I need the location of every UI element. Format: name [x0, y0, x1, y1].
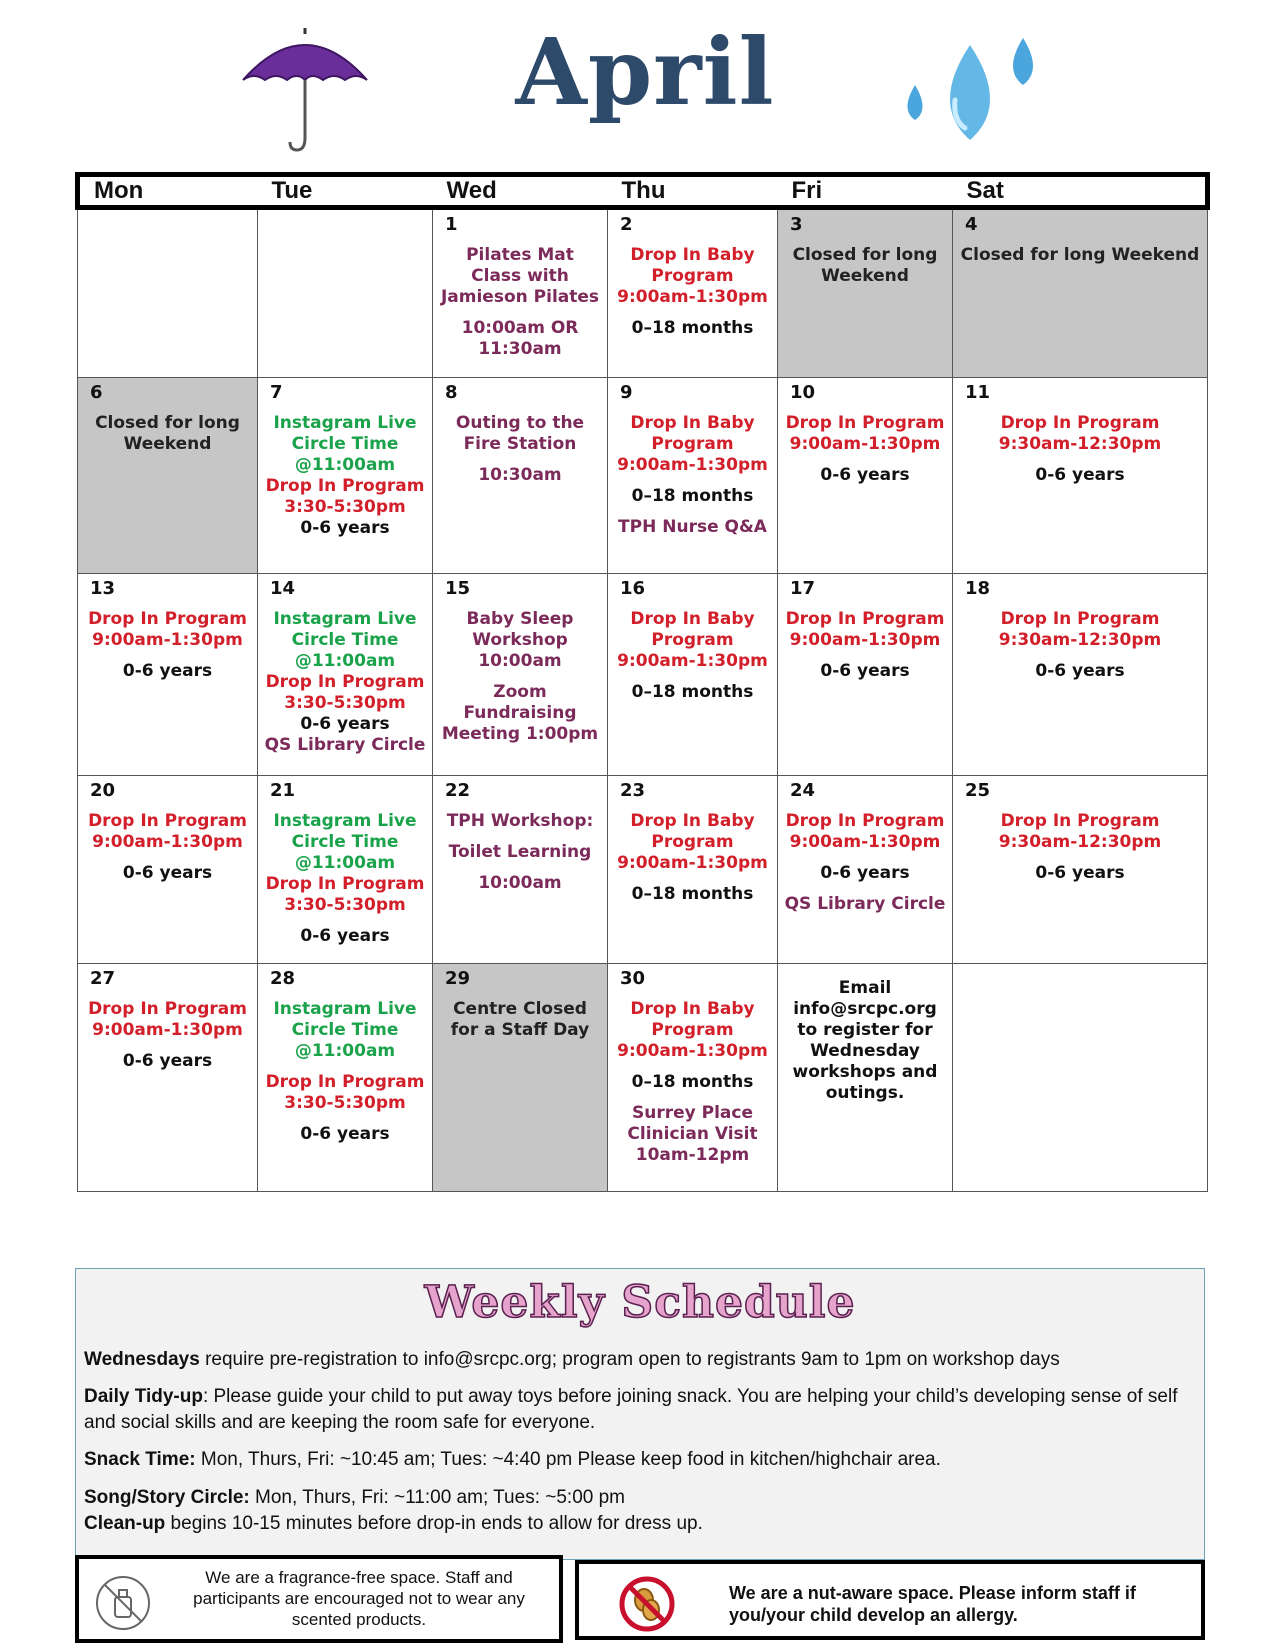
event-text: Drop In Program 9:00am-1:30pm	[785, 811, 945, 852]
day-number: 25	[965, 780, 991, 801]
event-text: 0-6 years	[820, 661, 910, 681]
weekly-row-text: : Please guide your child to put away toys before joining snack. You are helping your child’s developing sense of self and social skills and are keeping the room safe for everyone.	[84, 1386, 1178, 1433]
event-text: 0-6 years	[1035, 465, 1125, 485]
event-text: 0-6 years	[820, 863, 910, 883]
day-cell-29	[433, 964, 608, 1192]
weekly-row-clean-up	[84, 1511, 1194, 1537]
day-cell-6	[78, 378, 258, 574]
event-text: TPH Nurse Q&A	[618, 517, 767, 537]
event-text: 10:00am OR 11:30am	[461, 318, 579, 359]
event-text: 0–18 months	[631, 486, 754, 506]
event-text: Zoom Fundraising Meeting 1:00pm	[441, 682, 599, 744]
day-cell-1	[433, 208, 608, 378]
event-text: 0–18 months	[631, 884, 754, 904]
day-number: 3	[790, 214, 803, 235]
weekly-row-tidy-up	[84, 1384, 1194, 1436]
day-cell-22	[433, 776, 608, 964]
weekday-header	[78, 175, 1208, 208]
event-text: 0-6 years	[122, 1051, 213, 1071]
event-text: Closed for long Weekend	[792, 245, 938, 286]
event-text: Drop In Program 9:00am-1:30pm	[785, 413, 945, 454]
week-row	[78, 208, 1208, 378]
day-number: 14	[270, 578, 296, 599]
day-number: 22	[445, 780, 471, 801]
event-text: 0-6 years	[300, 518, 390, 538]
day-number: 10	[790, 382, 816, 403]
day-cell-4	[953, 208, 1208, 378]
weekly-row-text: Mon, Thurs, Fri: ~11:00 am; Tues: ~5:00 pm	[249, 1487, 625, 1508]
day-number: 7	[270, 382, 283, 403]
day-number: 6	[90, 382, 103, 403]
day-cell-30	[608, 964, 778, 1192]
event-text: QS Library Circle	[784, 894, 946, 914]
day-cell-16	[608, 574, 778, 776]
event-text: Outing to the Fire Station	[455, 413, 585, 454]
event-text: Drop In Baby Program 9:00am-1:30pm	[617, 811, 768, 873]
event-text: Instagram Live Circle Time @11:00am	[273, 413, 417, 475]
day-cell-25	[953, 776, 1208, 964]
weekly-row-label: Song/Story Circle:	[84, 1487, 250, 1508]
event-text: Drop In Program 9:00am-1:30pm	[88, 811, 247, 852]
day-number: 21	[270, 780, 296, 801]
day-number: 13	[90, 578, 116, 599]
event-text: Drop In Program 9:00am-1:30pm	[88, 999, 247, 1040]
event-text: 0–18 months	[631, 682, 754, 702]
day-number: 29	[445, 968, 471, 989]
event-text: Email info@srcpc.org to register for Wednesday workshops and outings.	[792, 978, 938, 1103]
day-cell-18	[953, 574, 1208, 776]
day-number: 30	[620, 968, 646, 989]
day-number: 23	[620, 780, 646, 801]
day-number: 16	[620, 578, 646, 599]
day-cell-21	[258, 776, 433, 964]
day-cell-3	[778, 208, 953, 378]
no-nuts-icon	[619, 1576, 675, 1632]
weekday-tue: Tue	[258, 175, 433, 208]
event-text: Drop In Baby Program 9:00am-1:30pm	[617, 609, 768, 671]
empty-day-cell	[953, 964, 1208, 1192]
event-text: 10:00am	[478, 873, 562, 893]
event-text: Instagram Live Circle Time @11:00am	[273, 999, 417, 1061]
weekly-schedule-title: Weekly Schedule	[424, 1277, 856, 1328]
event-text: Drop In Program 9:30am-12:30pm	[998, 609, 1162, 650]
day-cell-7	[258, 378, 433, 574]
event-text: Drop In Program 9:30am-12:30pm	[998, 811, 1162, 852]
day-number: 4	[965, 214, 978, 235]
weekly-row-wednesdays	[84, 1347, 1194, 1373]
empty-day-cell	[778, 964, 953, 1192]
day-cell-10	[778, 378, 953, 574]
day-number: 17	[790, 578, 816, 599]
day-cell-23	[608, 776, 778, 964]
day-cell-15	[433, 574, 608, 776]
day-cell-27	[78, 964, 258, 1192]
fragrance-free-notice	[75, 1555, 563, 1643]
weekly-row-label: Clean-up	[84, 1513, 166, 1534]
event-text: 0-6 years	[300, 714, 390, 734]
weekday-wed: Wed	[433, 175, 608, 208]
event-text: Instagram Live Circle Time @11:00am	[273, 811, 417, 873]
event-text: 0-6 years	[1035, 863, 1125, 883]
nut-aware-notice	[575, 1560, 1205, 1640]
day-cell-24	[778, 776, 953, 964]
event-text: 0-6 years	[122, 863, 213, 883]
event-text: Centre Closed for a Staff Day	[450, 999, 590, 1040]
event-text: Drop In Program 3:30-5:30pm	[265, 672, 425, 713]
event-text: Drop In Program 9:00am-1:30pm	[88, 609, 247, 650]
event-text: Drop In Program 9:30am-12:30pm	[998, 413, 1162, 454]
event-text: TPH Workshop:	[446, 811, 594, 831]
event-text: Drop In Baby Program 9:00am-1:30pm	[617, 245, 768, 307]
event-text: 0-6 years	[122, 661, 213, 681]
event-text: Instagram Live Circle Time @11:00am	[273, 609, 417, 671]
week-row	[78, 378, 1208, 574]
event-text: Drop In Program 3:30-5:30pm	[265, 1072, 425, 1113]
day-cell-28	[258, 964, 433, 1192]
day-number: 1	[445, 214, 458, 235]
day-cell-11	[953, 378, 1208, 574]
event-text: Drop In Program 3:30-5:30pm	[265, 874, 425, 915]
week-row	[78, 776, 1208, 964]
event-text: Drop In Baby Program 9:00am-1:30pm	[617, 413, 768, 475]
day-number: 8	[445, 382, 458, 403]
water-drops-icon	[895, 30, 1055, 155]
weekly-row-text: begins 10-15 minutes before drop-in ends to allow for dress up.	[165, 1513, 703, 1534]
weekly-row-label: Daily Tidy-up	[84, 1386, 203, 1407]
day-number: 24	[790, 780, 816, 801]
no-fragrance-icon	[93, 1573, 153, 1633]
nut-aware-text: We are a nut-aware space. Please inform staff if you/your child develop an allergy.	[729, 1583, 1136, 1625]
day-number: 27	[90, 968, 116, 989]
event-text: Baby Sleep Workshop 10:00am	[466, 609, 574, 671]
empty-day-cell	[258, 208, 433, 378]
event-text: QS Library Circle	[264, 735, 426, 755]
weekday-thu: Thu	[608, 175, 778, 208]
week-row	[78, 964, 1208, 1192]
weekday-sat: Sat	[953, 175, 1208, 208]
event-text: 0–18 months	[631, 318, 754, 338]
weekday-fri: Fri	[778, 175, 953, 208]
event-text: 0–18 months	[631, 1072, 754, 1092]
event-text: Toilet Learning	[448, 842, 592, 862]
day-cell-14	[258, 574, 433, 776]
weekly-row-text: require pre-registration to info@srcpc.org; program open to registrants 9am to 1pm on workshop days	[199, 1349, 1060, 1370]
day-cell-2	[608, 208, 778, 378]
day-cell-17	[778, 574, 953, 776]
day-cell-20	[78, 776, 258, 964]
event-text: Drop In Baby Program 9:00am-1:30pm	[617, 999, 768, 1061]
day-number: 28	[270, 968, 296, 989]
fragrance-free-text: We are a fragrance-free space. Staff and participants are encouraged not to wear any scented products.	[193, 1568, 525, 1629]
event-text: Surrey Place Clinician Visit 10am-12pm	[627, 1103, 758, 1165]
day-number: 15	[445, 578, 471, 599]
event-text: 0-6 years	[300, 926, 390, 946]
day-number: 20	[90, 780, 116, 801]
weekly-row-label: Wednesdays	[84, 1349, 200, 1370]
event-text: Pilates Mat Class with Jamieson Pilates	[440, 245, 600, 307]
day-cell-13	[78, 574, 258, 776]
umbrella-icon	[235, 20, 375, 160]
event-text: Drop In Program 9:00am-1:30pm	[785, 609, 945, 650]
weekly-row-snack-time	[84, 1447, 1194, 1473]
weekday-mon: Mon	[78, 175, 258, 208]
weekly-schedule-panel	[75, 1268, 1205, 1560]
calendar-grid	[75, 172, 1210, 1192]
event-text: 0-6 years	[300, 1124, 390, 1144]
event-text: Drop In Program 3:30-5:30pm	[265, 476, 425, 517]
event-text: 0-6 years	[820, 465, 910, 485]
event-text: 0-6 years	[1035, 661, 1125, 681]
month-title: April	[515, 18, 775, 126]
day-cell-8	[433, 378, 608, 574]
day-number: 18	[965, 578, 991, 599]
week-row	[78, 574, 1208, 776]
weekly-row-text: Mon, Thurs, Fri: ~10:45 am; Tues: ~4:40 pm Please keep food in kitchen/highchair area.	[195, 1449, 941, 1470]
page-header	[0, 0, 1275, 170]
day-cell-9	[608, 378, 778, 574]
day-number: 11	[965, 382, 991, 403]
day-number: 9	[620, 382, 633, 403]
event-text: Closed for long Weekend	[960, 245, 1200, 265]
empty-day-cell	[78, 208, 258, 378]
event-text: 10:30am	[478, 465, 562, 485]
event-text: Closed for long Weekend	[95, 413, 240, 454]
weekly-row-song-story	[84, 1485, 1194, 1511]
weekly-row-label: Snack Time:	[84, 1449, 196, 1470]
day-number: 2	[620, 214, 633, 235]
